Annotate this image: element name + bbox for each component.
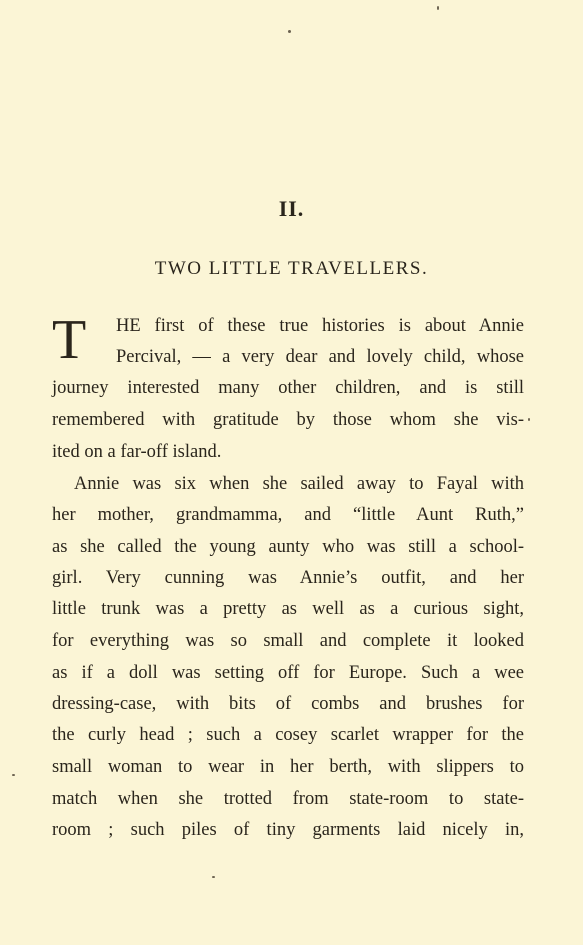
ink-speck	[212, 876, 215, 878]
text-line: as she called the young aunty who was still a school-	[52, 537, 524, 557]
text-line: the curly head ; such a cosey scarlet wrapper for the	[52, 725, 524, 745]
text-line: small woman to wear in her berth, with slippers to	[52, 757, 524, 777]
ink-speck	[12, 774, 15, 776]
text-line: for everything was so small and complete it looked	[52, 631, 524, 651]
text-line: girl. Very cunning was Annie’s outfit, and her	[52, 568, 524, 588]
text-line: dressing-case, with bits of combs and brushes for	[52, 694, 524, 714]
text-line: room ; such piles of tiny garments laid nicely in,	[52, 820, 524, 840]
text-line: ited on a far-off island.	[52, 442, 222, 462]
text-line: journey interested many other children, and is still	[52, 378, 524, 398]
ink-speck	[288, 30, 291, 33]
ink-speck	[528, 418, 530, 421]
chapter-number: II.	[278, 196, 305, 221]
drop-cap: T	[52, 309, 87, 371]
text-line: match when she trotted from state-room to state-	[52, 789, 524, 809]
text-line: as if a doll was setting off for Europe. Such a wee	[52, 663, 524, 683]
text-line: HE first of these true histories is about Annie	[116, 316, 524, 336]
text-line: little trunk was a pretty as well as a curious sight,	[52, 599, 524, 619]
chapter-title: TWO LITTLE TRAVELLERS.	[154, 258, 429, 279]
ink-speck	[437, 6, 439, 10]
text-line: her mother, grandmamma, and “little Aunt Ruth,”	[52, 505, 524, 525]
text-line: Percival, — a very dear and lovely child, whose	[116, 347, 524, 367]
text-line: remembered with gratitude by those whom she vis-	[52, 410, 524, 430]
text-line: Annie was six when she sailed away to Fayal with	[74, 474, 524, 494]
